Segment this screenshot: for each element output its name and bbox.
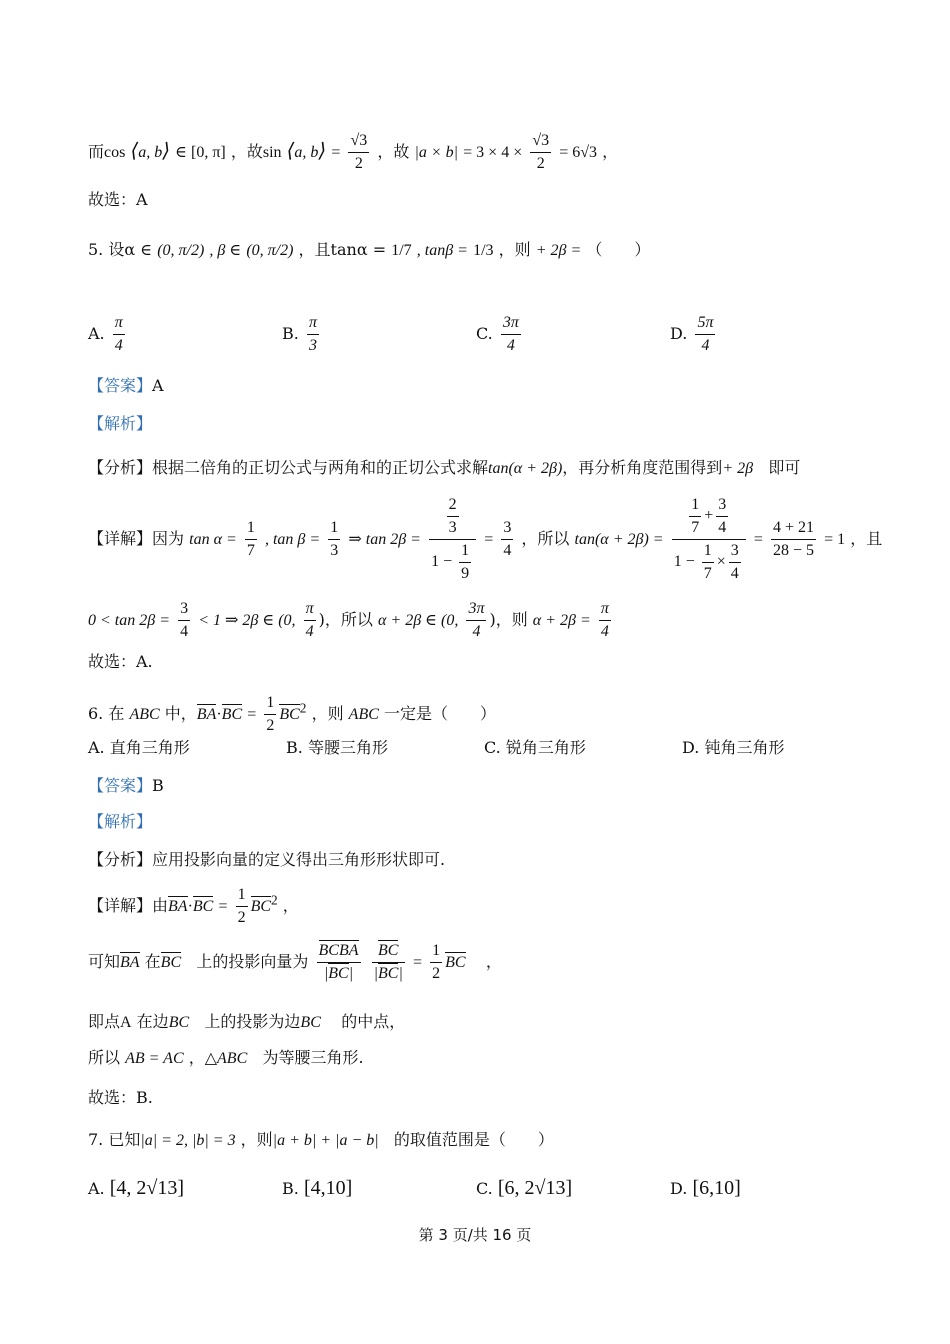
answer-value: A: [152, 376, 164, 395]
math: =: [247, 706, 257, 723]
denominator: 4: [506, 337, 515, 354]
fraction: [372, 940, 405, 985]
vector: BA: [168, 898, 188, 915]
option-a[interactable]: [88, 736, 190, 760]
numerator: π: [307, 312, 319, 335]
text: 而: [88, 142, 105, 161]
option-label: A.: [88, 324, 105, 343]
math: =: [484, 531, 494, 548]
option-label: B.: [282, 1179, 299, 1198]
denominator: |BC|: [323, 965, 354, 982]
compound-fraction: [672, 494, 746, 585]
math: = 6√3: [559, 144, 597, 161]
fraction: [113, 312, 125, 357]
text: ，再分析角度范围得到: [562, 458, 723, 477]
xiangjie-tag: 【详解】: [88, 896, 153, 915]
fraction: [264, 692, 276, 737]
math: =: [753, 531, 763, 548]
option-c[interactable]: [476, 1176, 572, 1201]
math: ·: [216, 706, 222, 723]
answer-value: B: [152, 776, 164, 795]
fraction: [695, 312, 715, 357]
math: + 2β: [722, 460, 754, 477]
text: 上的投影为边: [204, 1012, 301, 1031]
numerator: 3: [178, 598, 190, 621]
question-number: 5.: [88, 240, 104, 259]
option-text: 直角三角形: [109, 738, 190, 757]
conclusion-line: [88, 1046, 364, 1071]
projection-line: [88, 940, 502, 985]
option-text: 锐角三角形: [505, 738, 586, 757]
analysis-line: [88, 412, 152, 436]
text: ，: [282, 896, 299, 915]
math: , tanβ =: [416, 242, 468, 259]
fenxi-tag: 【分析】: [88, 458, 153, 477]
math: a, b: [294, 144, 319, 161]
denominator: 7: [703, 565, 712, 582]
option-text: [4,10]: [303, 1177, 353, 1199]
math: (0, π/2): [246, 242, 294, 259]
fraction: [304, 598, 316, 643]
math: tan(α + 2β) =: [574, 531, 664, 548]
numerator: 1: [264, 692, 276, 715]
numerator: 3π: [501, 312, 521, 335]
math: ⟩: [162, 140, 171, 162]
answer-line: [88, 774, 164, 798]
denominator: 28 − 5: [772, 542, 814, 559]
text: （ ）: [586, 240, 651, 259]
math: 0 < tan 2β =: [88, 612, 171, 629]
numerator: π: [304, 598, 316, 621]
math: tan α =: [189, 531, 237, 548]
option-label: D.: [670, 1179, 688, 1198]
text: ，则: [498, 240, 531, 259]
text: 一定是（ ）: [383, 704, 496, 723]
text: ，故: [230, 142, 263, 161]
option-text: [6, 2√13]: [497, 1177, 573, 1199]
fraction: [178, 598, 190, 643]
text: 在边: [136, 1012, 169, 1031]
numerator: π: [113, 312, 125, 335]
answer-tag: 【答案】: [88, 376, 153, 395]
numerator: 1: [236, 884, 248, 907]
denominator: 4: [600, 623, 609, 640]
math: |: [414, 144, 419, 161]
math: ⟨: [286, 140, 295, 162]
option-d[interactable]: [670, 312, 718, 357]
math: a × b: [418, 144, 454, 161]
denominator: 3: [330, 542, 339, 559]
numerator: BC: [372, 940, 405, 963]
math: 2: [299, 700, 307, 716]
text: 在: [108, 704, 125, 723]
option-label: A.: [88, 1179, 105, 1198]
text: 可知: [88, 952, 121, 971]
math: ⟨: [130, 140, 139, 162]
fraction: [689, 494, 701, 539]
vector: BC: [221, 706, 243, 723]
math: , tan β =: [264, 531, 321, 548]
text: ，且tanα =: [298, 240, 387, 259]
math: |a + b| + |a − b|: [272, 1132, 379, 1149]
numerator: 3: [729, 540, 741, 563]
fraction: [317, 940, 361, 985]
fraction: [771, 517, 816, 562]
fenxi-line: [88, 848, 445, 872]
math: ABC: [348, 706, 379, 723]
text: 上的投影向量为: [196, 952, 309, 971]
denominator: 3: [448, 519, 457, 536]
vector: BC: [445, 954, 466, 971]
text: 应用投影向量的定义得出三角形形状即可.: [152, 850, 446, 869]
numerator: BCBA: [317, 940, 361, 963]
fraction: [447, 494, 459, 539]
math: ·: [187, 898, 193, 915]
denominator: 2: [536, 155, 545, 172]
option-b[interactable]: [282, 312, 322, 357]
numerator: [429, 494, 476, 540]
text: ，则: [311, 704, 344, 723]
text: 的中点，: [341, 1012, 406, 1031]
math: α + 2β =: [532, 612, 591, 629]
denominator: 2: [354, 155, 363, 172]
option-a[interactable]: [88, 312, 128, 357]
question-number: 6.: [88, 704, 104, 723]
vector: BA: [196, 706, 217, 723]
text: )，所以: [318, 610, 373, 629]
math: = 3 × 4 ×: [463, 144, 523, 161]
text: ，: [485, 952, 502, 971]
point-line: [88, 1010, 405, 1035]
analysis-tag: 【解析】: [88, 414, 153, 433]
denominator: 2: [432, 965, 441, 982]
text: )，则: [489, 610, 528, 629]
math: 1/3: [473, 242, 494, 259]
math: = 1: [824, 531, 846, 548]
math: |a| = 2, |b| = 3: [140, 1132, 236, 1149]
denominator: 3: [308, 337, 317, 354]
fraction: [328, 517, 340, 562]
option-d[interactable]: [682, 736, 784, 760]
vector: BC: [250, 898, 272, 915]
text: 由: [152, 896, 169, 915]
numerator: 1: [328, 517, 340, 540]
choice-line: 故选：A: [88, 190, 148, 209]
option-label: C.: [476, 1179, 493, 1198]
denominator: 1 − $\frac{1}{9}$: [429, 540, 476, 585]
math: , β ∈: [209, 242, 242, 259]
numerator: π: [599, 598, 611, 621]
denominator: 2: [237, 909, 246, 926]
fraction: [501, 517, 513, 562]
text: 因为: [152, 529, 185, 548]
answer-tag: 【答案】: [88, 776, 153, 795]
question-6-stem: [88, 692, 496, 737]
text: 即可: [768, 458, 801, 477]
xiangjie-line: [88, 884, 299, 929]
fraction: [501, 312, 521, 357]
fraction: [307, 312, 319, 357]
numerator: $\frac{1}{7}$ + $\frac{3}{4}$: [672, 494, 746, 540]
denominator: 4: [503, 542, 512, 559]
denominator: 4: [180, 623, 189, 640]
math: 2: [271, 892, 278, 908]
math: + 2β =: [535, 242, 582, 259]
numerator: 3: [716, 494, 728, 517]
numerator: 1: [702, 540, 714, 563]
math: a, b: [138, 144, 163, 161]
option-a[interactable]: [88, 1176, 184, 1201]
denominator: 4: [472, 623, 481, 640]
question-7-stem: [88, 1128, 554, 1153]
math: sin: [262, 144, 282, 161]
derivation-line: [88, 130, 618, 175]
denominator: |BC|: [373, 965, 403, 982]
text: 所以: [88, 1048, 121, 1067]
option-text: [6,10]: [692, 1177, 741, 1199]
option-d[interactable]: [670, 1176, 741, 1201]
numerator: 3π: [466, 598, 486, 621]
xiangjie-line-2: [88, 598, 614, 643]
fraction: [236, 884, 248, 929]
text: 设α ∈: [108, 240, 153, 259]
numerator: 2: [447, 494, 459, 517]
analysis-tag: 【解析】: [88, 812, 153, 831]
option-label: C.: [484, 738, 501, 757]
denominator: 7: [691, 519, 700, 536]
fraction: [245, 517, 257, 562]
option-b[interactable]: [286, 736, 388, 760]
math: ∈ [0, π]: [175, 144, 226, 161]
numerator: 1: [245, 517, 257, 540]
analysis-line: [88, 810, 152, 834]
option-label: D.: [670, 324, 688, 343]
denominator: 7: [246, 542, 255, 559]
math: ⇒ tan 2β =: [348, 531, 421, 548]
numerator: 1: [689, 494, 701, 517]
compound-fraction: [429, 494, 476, 585]
vector: BC: [160, 954, 182, 971]
math: ABC: [129, 706, 160, 723]
option-c[interactable]: [484, 736, 586, 760]
fraction: [348, 130, 369, 175]
math: BC: [168, 1014, 190, 1031]
numerator: √3: [348, 130, 369, 153]
numerator: 1: [430, 940, 442, 963]
xiangjie-tag: 【详解】: [88, 529, 153, 548]
xiangjie-line-1: [88, 494, 882, 585]
fraction: [530, 130, 551, 175]
fraction: [702, 540, 714, 585]
option-label: A.: [88, 738, 105, 757]
math: A: [120, 1014, 132, 1031]
fenxi-line: [88, 456, 800, 481]
text: 为等腰三角形.: [262, 1048, 364, 1067]
denominator: 4: [114, 337, 123, 354]
numerator: 4 + 21: [771, 517, 816, 540]
text: ，所以: [521, 529, 570, 548]
text: ，且: [850, 529, 883, 548]
vector: BC: [279, 706, 300, 723]
fraction: [599, 598, 611, 643]
fraction: [430, 940, 442, 985]
denominator: 4: [701, 337, 710, 354]
denominator: 4: [305, 623, 314, 640]
fraction: [459, 540, 471, 585]
math: =: [412, 954, 422, 971]
option-c[interactable]: [476, 312, 524, 357]
option-label: C.: [476, 324, 493, 343]
text: ，: [188, 1048, 205, 1067]
math: ⟩: [318, 140, 327, 162]
math: (0, π/2): [157, 242, 205, 259]
numerator: 5π: [695, 312, 715, 335]
text: 根据二倍角的正切公式与两角和的正切公式求解: [152, 458, 489, 477]
math: AB = AC: [125, 1050, 184, 1067]
math: < 1 ⇒ 2β ∈ (0,: [198, 612, 296, 629]
text: 中，: [164, 704, 197, 723]
option-label: B.: [282, 324, 299, 343]
math: BC: [300, 1014, 321, 1031]
text: 已知: [108, 1130, 141, 1149]
question-5-stem: [88, 238, 650, 263]
math: tan(α + 2β): [488, 460, 563, 477]
option-text: 等腰三角形: [307, 738, 388, 757]
fraction: [729, 540, 741, 585]
denominator: 2: [266, 717, 275, 734]
text: ，故: [377, 142, 410, 161]
text: ，: [602, 142, 619, 161]
math: α + 2β ∈ (0,: [378, 612, 459, 629]
fraction: [466, 598, 486, 643]
denominator: 9: [461, 565, 470, 582]
denominator: 1 − $\frac{1}{7}$ × $\frac{3}{4}$: [672, 540, 746, 585]
denominator: 4: [718, 519, 727, 536]
denominator: 4: [730, 565, 739, 582]
question-number: 7.: [88, 1130, 104, 1149]
math: |: [453, 144, 459, 161]
fraction: [716, 494, 728, 539]
math: =: [331, 144, 341, 161]
text: ，则: [240, 1130, 273, 1149]
option-b[interactable]: [282, 1176, 352, 1201]
option-label: B.: [286, 738, 303, 757]
option-text: [4, 2√13]: [109, 1177, 185, 1199]
math: cos: [104, 144, 126, 161]
vector: BC: [192, 898, 214, 915]
vector: BA: [120, 954, 140, 971]
text: 即点: [88, 1012, 121, 1031]
choice-line: 故选：B.: [88, 1088, 153, 1107]
fenxi-tag: 【分析】: [88, 850, 153, 869]
text: 在: [144, 952, 161, 971]
math: 1/7: [391, 242, 412, 259]
choice-line: 故选：A.: [88, 652, 153, 671]
math: △ABC: [204, 1050, 248, 1067]
page-footer: 第 3 页/共 16 页: [418, 1226, 532, 1244]
numerator: 3: [501, 517, 513, 540]
numerator: 1: [459, 540, 471, 563]
option-text: 钝角三角形: [704, 738, 785, 757]
text: 的取值范围是（ ）: [393, 1130, 554, 1149]
math: =: [218, 898, 228, 915]
numerator: √3: [530, 130, 551, 153]
answer-line: [88, 374, 164, 398]
option-label: D.: [682, 738, 700, 757]
